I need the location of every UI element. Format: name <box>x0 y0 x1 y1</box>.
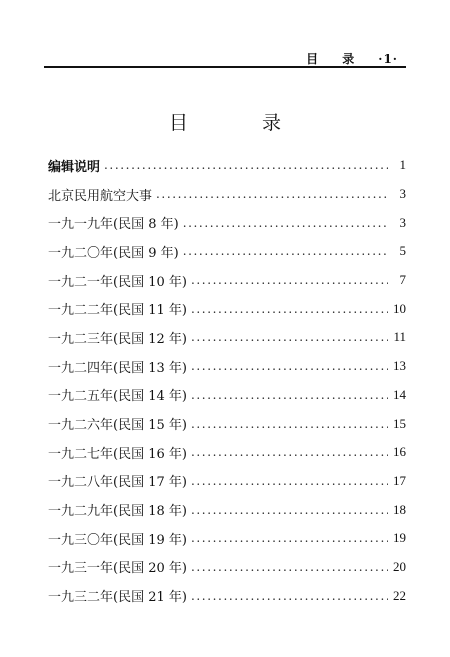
toc-entry[interactable] <box>48 438 406 467</box>
toc-entry-page: 3 <box>399 186 406 202</box>
dot-leader <box>191 474 388 488</box>
toc-entry-page: 11 <box>393 329 406 345</box>
toc-entry[interactable] <box>48 208 406 237</box>
toc-entry-page: 16 <box>393 444 406 460</box>
dot-leader <box>191 531 388 545</box>
toc-entry-label: 一九二五年(民国 14 年) <box>48 389 187 405</box>
toc-entry-label: 一九二九年(民国 18 年) <box>48 504 187 520</box>
dot-leader <box>191 503 388 517</box>
toc-entry[interactable] <box>48 180 406 209</box>
toc-entry-page: 1 <box>399 157 406 173</box>
dot-leader <box>183 244 388 258</box>
toc-entry[interactable] <box>48 467 406 496</box>
toc-entry-page: 13 <box>393 358 406 374</box>
toc-entry-page: 14 <box>393 386 406 402</box>
dot-leader <box>191 302 388 316</box>
toc-entry-label: 一九二八年(民国 17 年) <box>48 475 187 491</box>
dot-leader <box>104 158 388 172</box>
dot-leader <box>191 330 388 344</box>
dot-leader <box>183 216 388 230</box>
dot-leader <box>191 273 388 287</box>
dot-leader <box>191 417 388 431</box>
dot-leader <box>191 359 388 373</box>
toc-entry-label: 一九三〇年(民国 19 年) <box>48 532 187 548</box>
toc-entry-label: 北京民用航空大事 <box>48 188 153 204</box>
toc-entry-label: 一九三一年(民国 20 年) <box>48 561 187 577</box>
toc-entry-label: 一九二〇年(民国 9 年) <box>48 245 179 261</box>
toc-entry-page: 17 <box>393 472 406 488</box>
toc-entry[interactable] <box>48 237 406 266</box>
toc-entry-label: 编辑说明 <box>48 159 101 175</box>
running-header <box>306 50 398 67</box>
toc-entry-page: 22 <box>393 587 406 603</box>
toc-entry-label: 一九一九年(民国 8 年) <box>48 217 179 233</box>
table-of-contents <box>48 151 406 610</box>
toc-entry[interactable] <box>48 553 406 582</box>
page-number: ·1· <box>378 52 398 66</box>
toc-entry-page: 10 <box>393 300 406 316</box>
dot-leader <box>156 187 388 201</box>
dot-leader <box>191 560 388 574</box>
toc-entry[interactable] <box>48 524 406 553</box>
toc-entry[interactable] <box>48 352 406 381</box>
toc-entry[interactable] <box>48 581 406 610</box>
toc-entry[interactable] <box>48 323 406 352</box>
toc-entry-label: 一九三二年(民国 21 年) <box>48 590 187 606</box>
toc-entry-label: 一九二六年(民国 15 年) <box>48 418 187 434</box>
toc-entry[interactable] <box>48 266 406 295</box>
toc-entry-label: 一九二三年(民国 12 年) <box>48 331 187 347</box>
toc-entry-label: 一九二四年(民国 13 年) <box>48 360 187 376</box>
toc-entry-page: 20 <box>393 558 406 574</box>
header-rule <box>44 66 406 68</box>
dot-leader <box>191 589 388 603</box>
toc-entry[interactable] <box>48 409 406 438</box>
dot-leader <box>191 445 388 459</box>
toc-entry-label: 一九二七年(民国 16 年) <box>48 446 187 462</box>
toc-entry-page: 19 <box>393 530 406 546</box>
dot-leader <box>191 388 388 402</box>
toc-entry-page: 18 <box>393 501 406 517</box>
toc-entry-label: 一九二一年(民国 10 年) <box>48 274 187 290</box>
toc-entry-label: 一九二二年(民国 11 年) <box>48 303 187 319</box>
toc-entry-page: 7 <box>399 272 406 288</box>
toc-entry[interactable] <box>48 151 406 180</box>
toc-entry[interactable] <box>48 294 406 323</box>
toc-entry[interactable] <box>48 381 406 410</box>
running-title: 目 录 <box>306 52 365 66</box>
toc-entry-page: 3 <box>399 214 406 230</box>
toc-entry-page: 15 <box>393 415 406 431</box>
toc-entry-page: 5 <box>399 243 406 259</box>
toc-entry[interactable] <box>48 495 406 524</box>
toc-heading: 目 录 <box>168 112 316 134</box>
